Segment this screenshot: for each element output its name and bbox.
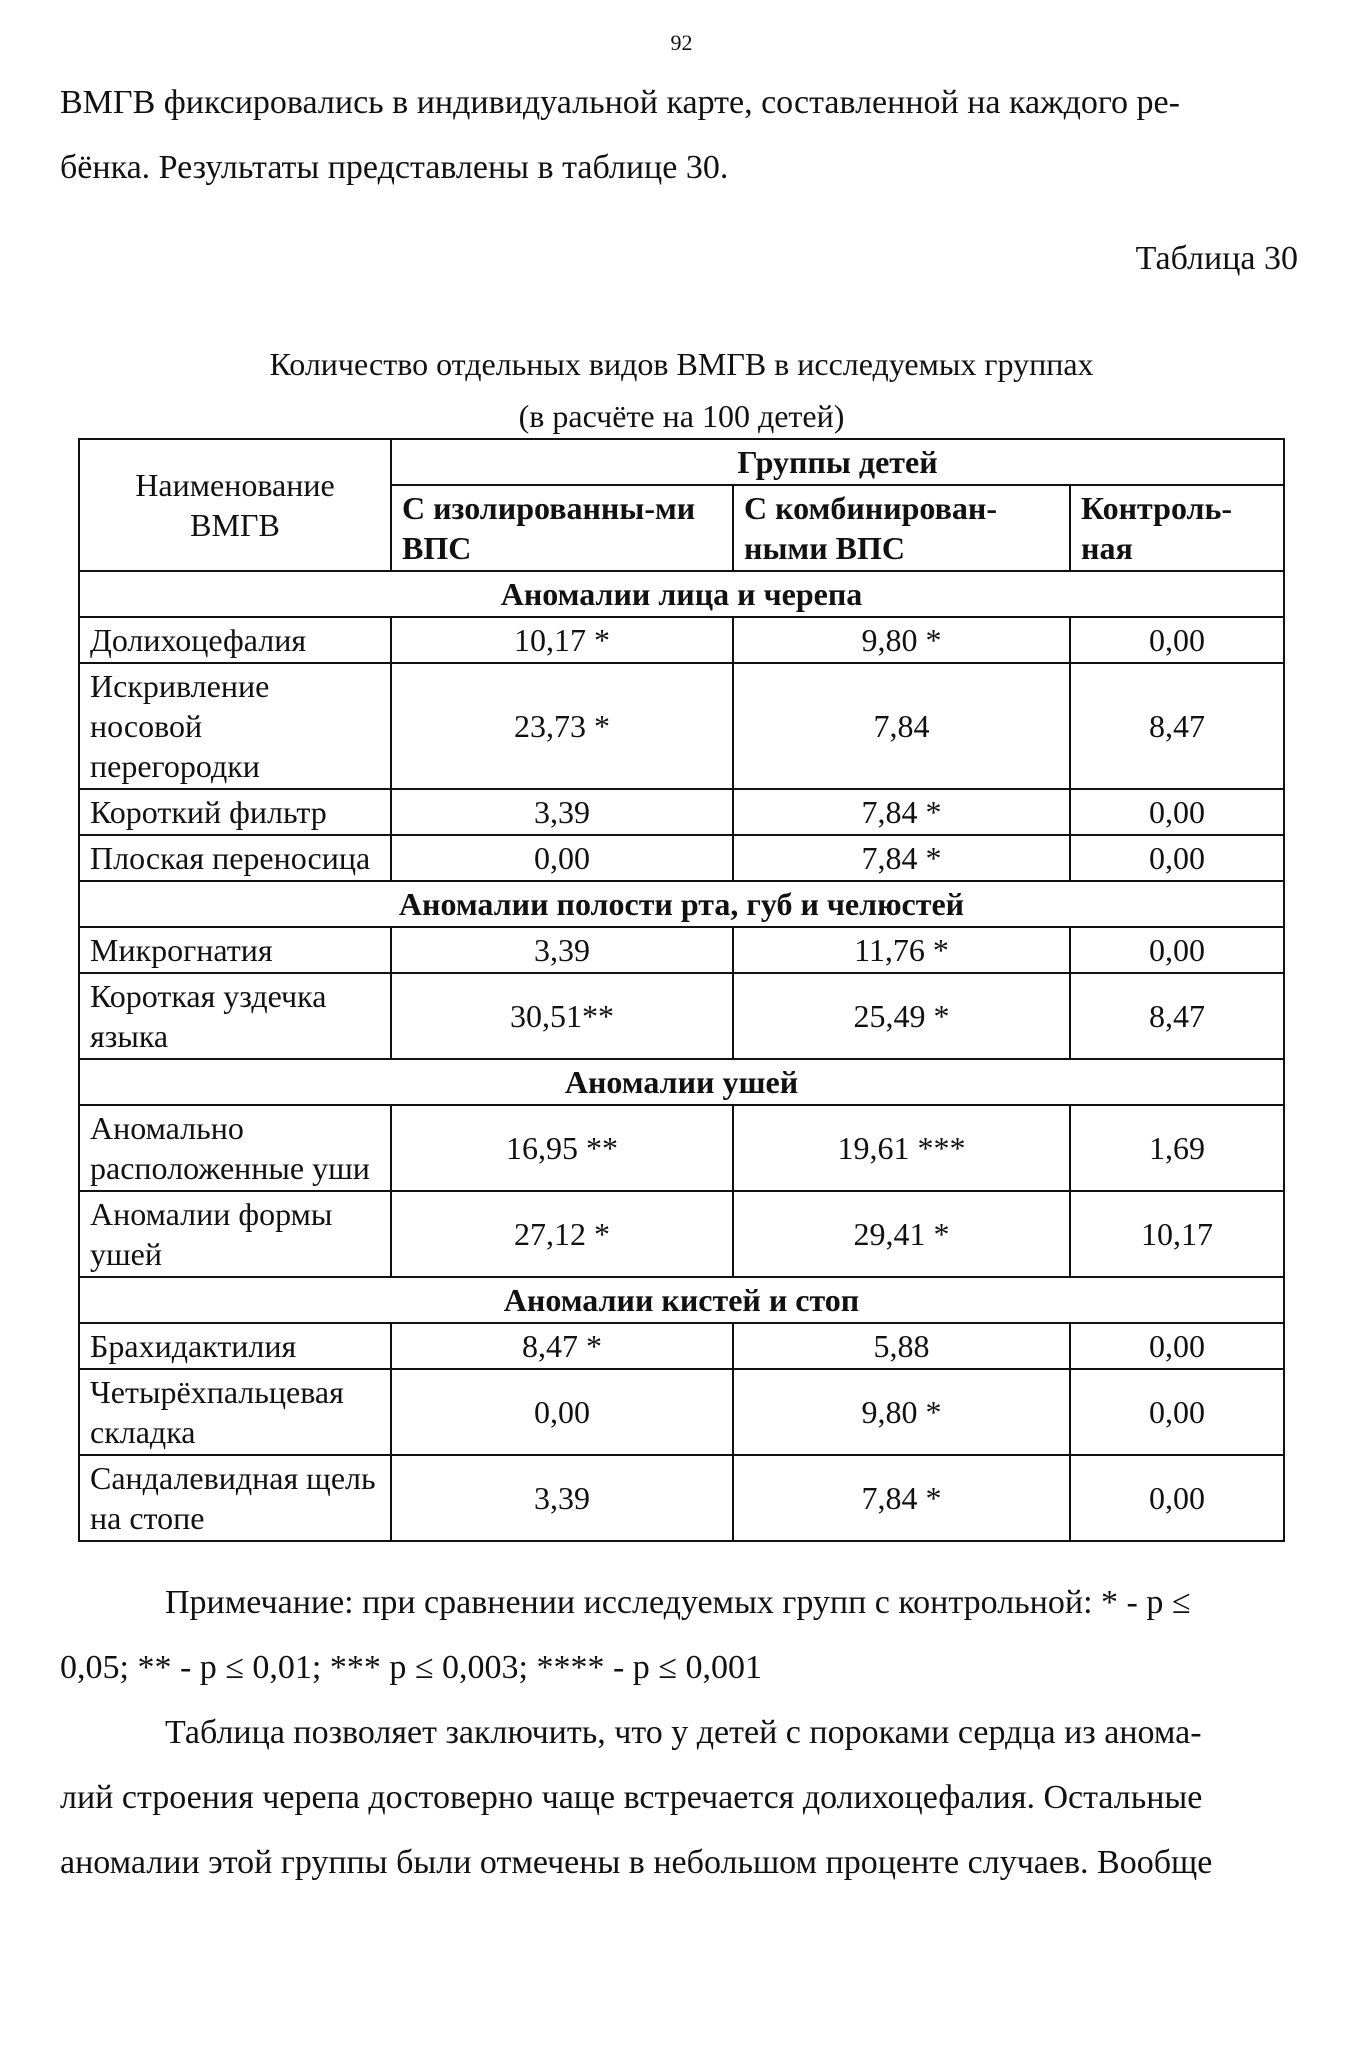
value-control-cell: 0,00: [1070, 835, 1284, 881]
table-row: [79, 789, 1284, 835]
row-name-cell: Брахидактилия: [79, 1323, 391, 1369]
intro-paragraph: [60, 70, 1300, 200]
section-title: Аномалии полости рта, губ и челюстей: [79, 881, 1284, 927]
page-number: 92: [670, 30, 693, 55]
table-header-row: [79, 439, 1284, 485]
table-row: [79, 1191, 1284, 1277]
table-body: [79, 571, 1284, 1541]
conclusion-line-3: аномалии этой группы были отмечены в небольшом проценте случаев. Вообще: [60, 1844, 1213, 1881]
row-name-cell: Аномально расположенные уши: [79, 1105, 391, 1191]
table-title: [0, 338, 1363, 442]
intro-line-2: бёнка. Результаты представлены в таблице 30.: [60, 149, 729, 186]
value-combined-cell: 7,84: [733, 663, 1070, 789]
value-control-cell: 8,47: [1070, 663, 1284, 789]
table-note: [60, 1570, 1300, 1700]
row-name-cell: Плоская переносица: [79, 835, 391, 881]
value-control-cell: 8,47: [1070, 973, 1284, 1059]
table-row: [79, 1323, 1284, 1369]
table-row: [79, 663, 1284, 789]
section-row: [79, 1277, 1284, 1323]
value-combined-cell: 25,49 *: [733, 973, 1070, 1059]
section-row: [79, 571, 1284, 617]
section-title: Аномалии кистей и стоп: [79, 1277, 1284, 1323]
conclusion-paragraph: [60, 1700, 1300, 1895]
row-name-cell: Четырёхпальцевая складка: [79, 1369, 391, 1455]
conclusion-line-2: лий строения черепа достоверно чаще встречается долихоцефалия. Остальные: [60, 1779, 1203, 1816]
value-control-cell: 0,00: [1070, 1323, 1284, 1369]
intro-line-1: ВМГВ фиксировались в индивидуальной карте, составленной на каждого ре-: [60, 84, 1180, 121]
table-row: [79, 835, 1284, 881]
section-title: Аномалии ушей: [79, 1059, 1284, 1105]
value-isolated-cell: 23,73 *: [391, 663, 733, 789]
row-name-cell: Долихоцефалия: [79, 617, 391, 663]
row-name-cell: Микрогнатия: [79, 927, 391, 973]
table-row: [79, 973, 1284, 1059]
value-combined-cell: 5,88: [733, 1323, 1070, 1369]
header-groups-title: Группы детей: [391, 439, 1284, 485]
table-title-line-1: Количество отдельных видов ВМГВ в исследуемых группах: [269, 346, 1094, 382]
header-name-cell: Наименование ВМГВ: [79, 439, 391, 571]
value-isolated-cell: 0,00: [391, 1369, 733, 1455]
table-row: [79, 1105, 1284, 1191]
row-name-cell: Короткий фильтр: [79, 789, 391, 835]
row-name-cell: Сандалевидная щель на стопе: [79, 1455, 391, 1541]
value-combined-cell: 7,84 *: [733, 1455, 1070, 1541]
value-combined-cell: 11,76 *: [733, 927, 1070, 973]
vmgv-table: [78, 438, 1285, 1542]
table-row: [79, 927, 1284, 973]
header-control: Контроль-ная: [1070, 485, 1284, 571]
value-isolated-cell: 27,12 *: [391, 1191, 733, 1277]
section-row: [79, 1059, 1284, 1105]
value-combined-cell: 19,61 ***: [733, 1105, 1070, 1191]
header-combined: С комбинирован-ными ВПС: [733, 485, 1070, 571]
value-control-cell: 0,00: [1070, 927, 1284, 973]
value-control-cell: 10,17: [1070, 1191, 1284, 1277]
section-title: Аномалии лица и черепа: [79, 571, 1284, 617]
value-control-cell: 1,69: [1070, 1105, 1284, 1191]
value-control-cell: 0,00: [1070, 1369, 1284, 1455]
value-combined-cell: 7,84 *: [733, 835, 1070, 881]
table-row: [79, 1455, 1284, 1541]
value-isolated-cell: 0,00: [391, 835, 733, 881]
value-isolated-cell: 3,39: [391, 927, 733, 973]
table-row: [79, 1369, 1284, 1455]
value-control-cell: 0,00: [1070, 789, 1284, 835]
value-control-cell: 0,00: [1070, 617, 1284, 663]
value-isolated-cell: 30,51**: [391, 973, 733, 1059]
row-name-cell: Короткая уздечка языка: [79, 973, 391, 1059]
row-name-cell: Искривление носовой перегородки: [79, 663, 391, 789]
value-combined-cell: 9,80 *: [733, 1369, 1070, 1455]
note-line-1: Примечание: при сравнении исследуемых групп с контрольной: * - p ≤: [165, 1584, 1191, 1621]
row-name-cell: Аномалии формы ушей: [79, 1191, 391, 1277]
value-isolated-cell: 10,17 *: [391, 617, 733, 663]
table-title-line-2: (в расчёте на 100 детей): [518, 398, 845, 434]
value-combined-cell: 9,80 *: [733, 617, 1070, 663]
table-row: [79, 617, 1284, 663]
header-isolated: С изолированны-ми ВПС: [391, 485, 733, 571]
note-line-2: 0,05; ** - p ≤ 0,01; *** p ≤ 0,003; **** - p ≤ 0,001: [60, 1649, 762, 1686]
value-isolated-cell: 16,95 **: [391, 1105, 733, 1191]
value-isolated-cell: 8,47 *: [391, 1323, 733, 1369]
value-control-cell: 0,00: [1070, 1455, 1284, 1541]
value-combined-cell: 7,84 *: [733, 789, 1070, 835]
table-caption: Таблица 30: [1135, 240, 1298, 277]
value-isolated-cell: 3,39: [391, 1455, 733, 1541]
conclusion-line-1: Таблица позволяет заключить, что у детей с пороками сердца из анома-: [165, 1714, 1202, 1751]
value-isolated-cell: 3,39: [391, 789, 733, 835]
value-combined-cell: 29,41 *: [733, 1191, 1070, 1277]
section-row: [79, 881, 1284, 927]
